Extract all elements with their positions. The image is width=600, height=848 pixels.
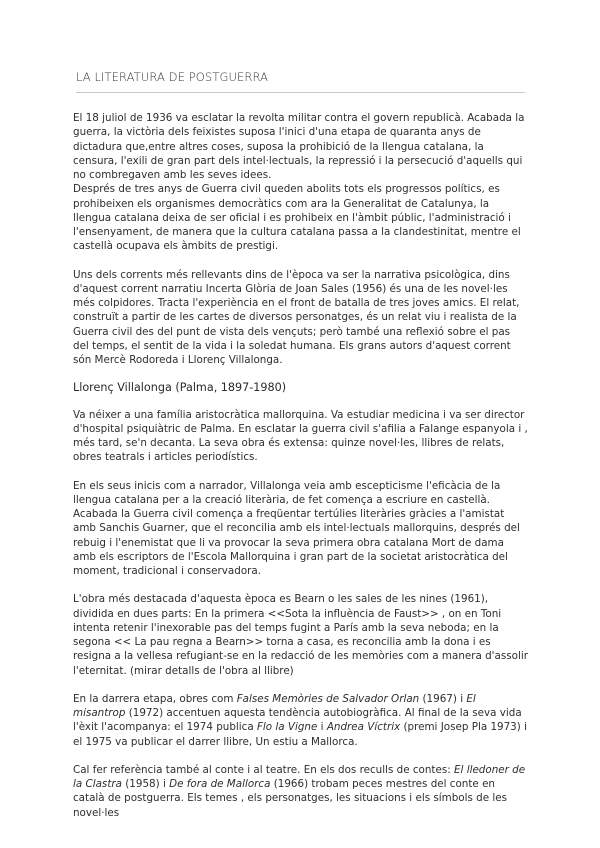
paragraph-intro: El 18 juliol de 1936 va esclatar la revolta militar contra el govern republicà. Acabada la guerra, la victòria dels feixistes suposa l'inici d'una etapa de quaranta anys de dictadura que,entre altres coses, suposa la prohibició de la llengua catalana, la censura, l'exili de gran part dels intel·lectuals, la repressió i la persecució d'aquells qui no combregaven amb les seves idees. — [73, 112, 525, 181]
text-run: (1966) trobam peces mestres del conte en català de postguerra. Els temes , els personatges, les situacions i els símbols de les novel·les — [73, 778, 508, 819]
book-title: Flo la Vigne — [256, 721, 318, 734]
text-run: En la darrera etapa, obres com — [73, 692, 237, 705]
text-run: (1967) i — [419, 692, 467, 705]
title-divider — [76, 92, 525, 93]
book-title: El lledoner de la Clastra — [73, 763, 526, 790]
book-title: Falses Memòries de Salvador Orlan — [236, 692, 420, 705]
text-run: Cal fer referència també al conte i al teatre. En els dos reculls de contes: — [73, 763, 454, 776]
paragraph-psychological-narrative: Uns dels corrents més rellevants dins de l'època va ser la narrativa psicològica, dins d'aquest corrent narratiu Incerta Glòria de Joan Sales (1956) és una de les novel·les més colpidores. Tracta l'experiència en el front de batalla de tres joves amics. El relat, construït a partir de les cartes de diversos personatges, és un relat viu i realista de la Guerra civil des del punt de vista dels vençuts; però també una reflexió sobre el pas del temps, el sentit de la vida i la soledat humana. Els grans autors d'aquest corrent són Mercè Rodoreda i Llorenç Villalonga. — [73, 268, 520, 366]
book-title: De fora de Mallorca — [169, 778, 271, 790]
paragraph-bearn: L'obra més destacada d'aquesta època es Bearn o les sales de les nines (1961), dividida en dues parts: En la primera <<Sota la influència de Faust>> , on en Toni intenta retenir l'inexorable pas del temps fugint a París amb la seva neboda; en la segona << La pau regna a Bearn>> torna a casa, es reconcilia amb la dona i es resigna a la vellesa refugiant-se en la redacció de les memòries com a manera d'assolir l'eternitat. (mirar detalls de l'obra al llibre) — [73, 593, 528, 677]
book-title: El misantrop — [73, 692, 476, 719]
page-title: LA LITERATURA DE POSTGUERRA — [76, 70, 269, 84]
text-run: (premi Josep Pla 1973) i el 1975 va publicar el darrer llibre, Un estiu a Mallorca. — [73, 721, 527, 748]
book-title: Andrea Víctrix — [326, 721, 401, 734]
section-heading: Llorenç Villalonga (Palma, 1897-1980) — [73, 381, 287, 395]
paragraph-stories — [73, 763, 528, 820]
paragraph-last-stage — [73, 692, 528, 749]
paragraph-beginnings: En els seus inicis com a narrador, Villalonga veia amb escepticisme l'eficàcia de la llengua catalana per a la creació literària, de fet comença a escriure en castellà. Acabada la Guerra civil comença a freqüentar tertúlies literàries gràcies a l'amistat amb Sanchis Guarner, que el reconcilia amb els intel·lectuals mallorquins, després del rebuig i l'enemistat que li va provocar la seva primera obra catalana Mort de dama amb els escriptors de l'Escola Mallorquina i gran part de la societat aristocràtica del moment, tradicional i conservadora. — [73, 479, 520, 577]
paragraph-postwar: Després de tres anys de Guerra civil queden abolits tots els progressos polítics, es prohibeixen els organismes democràtics com ara la Generalitat de Catalunya, la llengua catalana deixa de ser oficial i es prohibeix en l'àmbit públic, l'administració i l'ensenyament, de manera que la cultura catalana passa a la clandestinitat, mentre el castellà ocupava els àmbits de prestigi. — [73, 183, 521, 253]
text-run: i — [317, 721, 327, 734]
text-run: (1958) i — [121, 778, 170, 790]
document-body — [73, 111, 528, 820]
paragraph-biography: Va néixer a una família aristocràtica mallorquina. Va estudiar medicina i va ser director d'hospital psiquiàtric de Palma. En esclatar la guerra civil s'afilia a Falange espanyola i , més tard, se'n decanta. La seva obra és extensa: quinze novel·les, llibres de relats, obres teatrals i articles periodístics. — [73, 408, 528, 464]
text-run: (1972) accentuen aquesta tendència autobiogràfica. Al final de la seva vida l'èxit l'acompanya: el 1974 publica — [73, 707, 522, 734]
